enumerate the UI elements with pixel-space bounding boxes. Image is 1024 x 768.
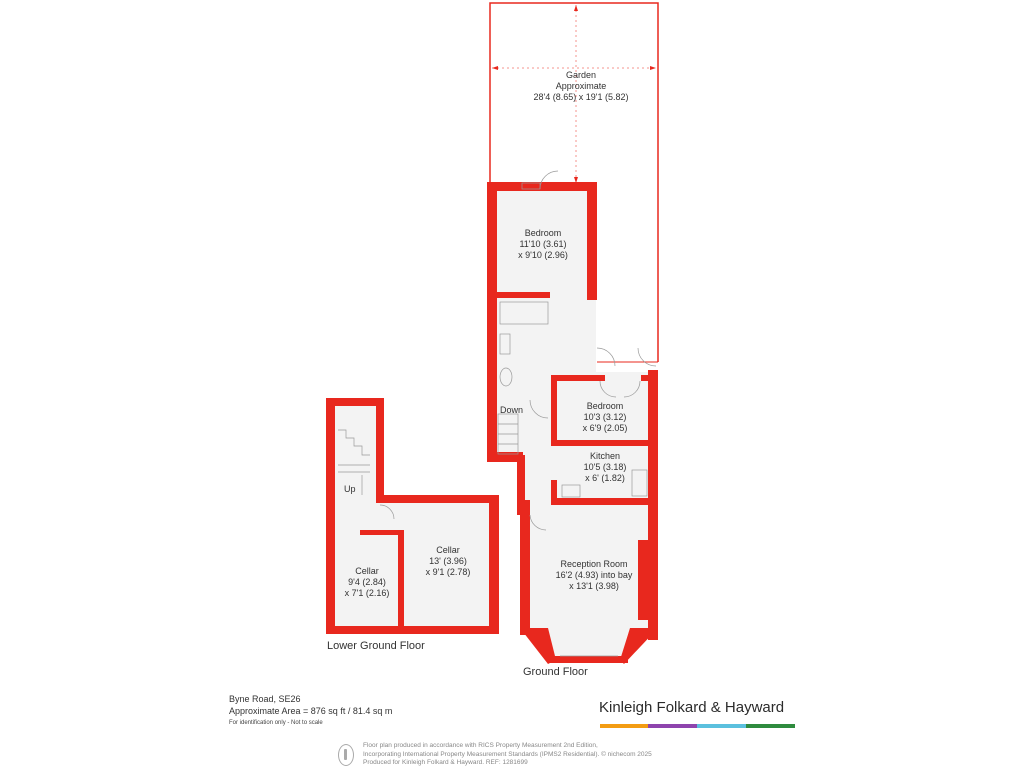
ground-floor-label: Ground Floor [523,666,588,678]
bedroom2-label [562,401,648,434]
stairs-down-label: Down [500,405,524,415]
garden-label [526,70,636,103]
reception-name: Reception Room [560,559,628,569]
cellar1-dims1: 9'4 (2.84) [348,577,386,587]
brand-bar-orange [600,724,648,728]
brand-bar-blue [697,724,746,728]
footer-line3: Produced for Kinleigh Folkard & Hayward. REF: 1281699 [363,759,528,766]
disclaimer: For identification only - Not to scale [229,720,323,726]
kitchen-label [562,451,648,484]
cellar1-name: Cellar [355,566,379,576]
cellar2-dims1: 13' (3.96) [429,556,467,566]
address: Byne Road, SE26 [229,694,301,704]
cellar2-dims2: x 9'1 (2.78) [425,567,471,577]
bedroom2-dims2: x 6'9 (2.05) [582,423,628,433]
approximate-area: Approximate Area = 876 sq ft / 81.4 sq m [229,706,393,716]
footer-line2: Incorporating International Property Measurement Standards (IPMS2 Residential). © nichecom 2025 [363,750,652,758]
garden-dims: 28'4 (8.65) x 19'1 (5.82) [533,92,629,102]
cellar2-label [408,545,488,578]
bedroom2-name: Bedroom [586,401,624,411]
reception-dims2: x 13'1 (3.98) [569,581,619,591]
bedroom1-label [498,228,588,261]
cellar2-name: Cellar [436,545,460,555]
brand-bar-green [746,724,795,728]
reception-label [544,559,644,592]
bedroom1-dims1: 11'10 (3.61) [519,239,567,249]
kitchen-dims2: x 6' (1.82) [585,473,625,483]
brand-name: Kinleigh Folkard & Hayward [599,699,785,716]
stairs-up-label: Up [344,484,356,494]
ipms-person-icon [338,744,354,766]
cellar1-dims2: x 7'1 (2.16) [344,588,390,598]
brand-bar-purple [648,724,697,728]
footer-note [363,742,652,768]
kitchen-dims1: 10'5 (3.18) [583,462,627,472]
bedroom1-name: Bedroom [524,228,562,238]
footer-line1: Floor plan produced in accordance with RICS Property Measurement 2nd Edition, [363,742,598,749]
bedroom2-dims1: 10'3 (3.12) [583,412,627,422]
kitchen-name: Kitchen [589,451,621,461]
garden-name: Garden [565,70,597,80]
cellar1-label [336,566,398,599]
lower-ground-floor-label: Lower Ground Floor [327,640,425,652]
garden-approx: Approximate [555,81,607,91]
bedroom1-dims2: x 9'10 (2.96) [518,250,568,260]
reception-dims1: 16'2 (4.93) into bay [555,570,633,580]
